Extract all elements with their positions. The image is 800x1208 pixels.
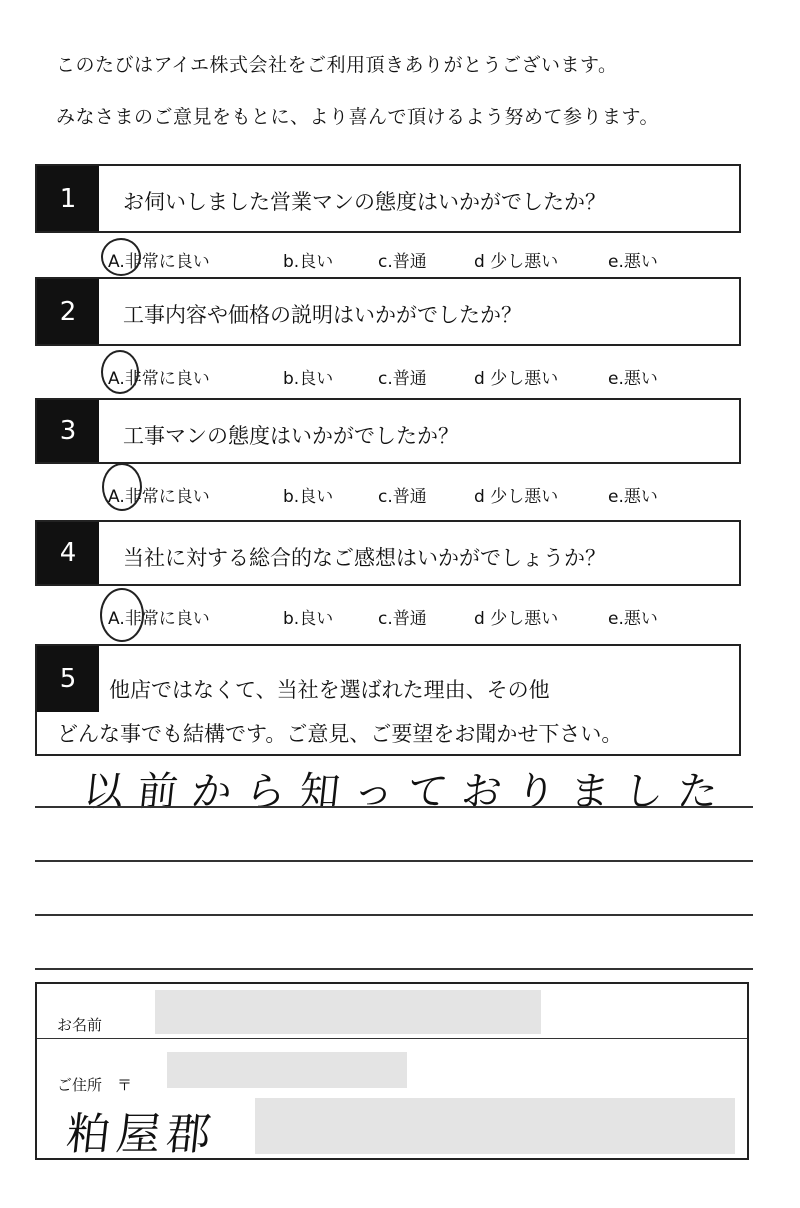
- address-label: ご住所 〒: [57, 1076, 133, 1094]
- option-d[interactable]: d 少し悪い: [474, 487, 559, 507]
- question-text-line-1: 他店ではなくて、当社を選ばれた理由、その他: [109, 678, 550, 702]
- question-1-box: [35, 164, 741, 233]
- name-label: お名前: [57, 1016, 103, 1034]
- option-e[interactable]: e.悪い: [608, 609, 658, 629]
- selected-circle-mark: [101, 238, 141, 276]
- question-number: 3: [37, 400, 99, 462]
- address-redaction: [255, 1098, 735, 1154]
- selected-circle-mark: [100, 588, 144, 642]
- writing-line: [35, 806, 753, 808]
- question-number: 2: [37, 279, 99, 344]
- question-number: 4: [37, 522, 99, 584]
- name-redaction: [155, 990, 541, 1034]
- question-text: 工事内容や価格の説明はいかがでしたか？: [123, 303, 522, 327]
- footer-divider: [37, 1038, 747, 1039]
- handwritten-address: 粕屋郡: [63, 1109, 220, 1160]
- contact-box: [35, 982, 749, 1160]
- option-b[interactable]: b.良い: [283, 252, 334, 272]
- postal-code-redaction: [167, 1052, 407, 1088]
- intro-line-2: みなさまのご意見をもとに、より喜んで頂けるよう努めて参ります。: [56, 106, 659, 128]
- question-4-box: [35, 520, 741, 586]
- option-e[interactable]: e.悪い: [608, 369, 658, 389]
- question-text: 当社に対する総合的なご感想はいかがでしょうか？: [123, 546, 606, 570]
- option-e[interactable]: e.悪い: [608, 252, 658, 272]
- option-c[interactable]: c.普通: [378, 609, 427, 629]
- question-number: 5: [37, 646, 99, 712]
- option-a[interactable]: A.非常に良い: [108, 487, 210, 507]
- question-text-line-2: どんな事でも結構です。ご意見、ご要望をお聞かせ下さい。: [57, 722, 623, 746]
- writing-line: [35, 860, 753, 862]
- question-number: 1: [37, 166, 99, 231]
- option-b[interactable]: b.良い: [283, 369, 334, 389]
- option-a[interactable]: A.非常に良い: [108, 609, 210, 629]
- question-2-box: [35, 277, 741, 346]
- question-3-box: [35, 398, 741, 464]
- selected-circle-mark: [101, 350, 139, 394]
- intro-line-1: このたびはアイエ株式会社をご利用頂きありがとうございます。: [56, 54, 618, 76]
- selected-circle-mark: [102, 463, 142, 511]
- question-text: お伺いしました営業マンの態度はいかがでしたか？: [123, 190, 606, 214]
- writing-line: [35, 968, 753, 970]
- option-a[interactable]: A.非常に良い: [108, 369, 210, 389]
- option-d[interactable]: d 少し悪い: [474, 609, 559, 629]
- handwritten-answer: 以前から知っておりました: [81, 769, 735, 815]
- question-text: 工事マンの態度はいかがでしたか？: [123, 424, 459, 448]
- option-d[interactable]: d 少し悪い: [474, 369, 559, 389]
- option-c[interactable]: c.普通: [378, 252, 427, 272]
- option-d[interactable]: d 少し悪い: [474, 252, 559, 272]
- option-a[interactable]: A.非常に良い: [108, 252, 210, 272]
- option-b[interactable]: b.良い: [283, 609, 334, 629]
- question-5-box: [35, 644, 741, 756]
- option-c[interactable]: c.普通: [378, 369, 427, 389]
- option-c[interactable]: c.普通: [378, 487, 427, 507]
- option-b[interactable]: b.良い: [283, 487, 334, 507]
- writing-line: [35, 914, 753, 916]
- option-e[interactable]: e.悪い: [608, 487, 658, 507]
